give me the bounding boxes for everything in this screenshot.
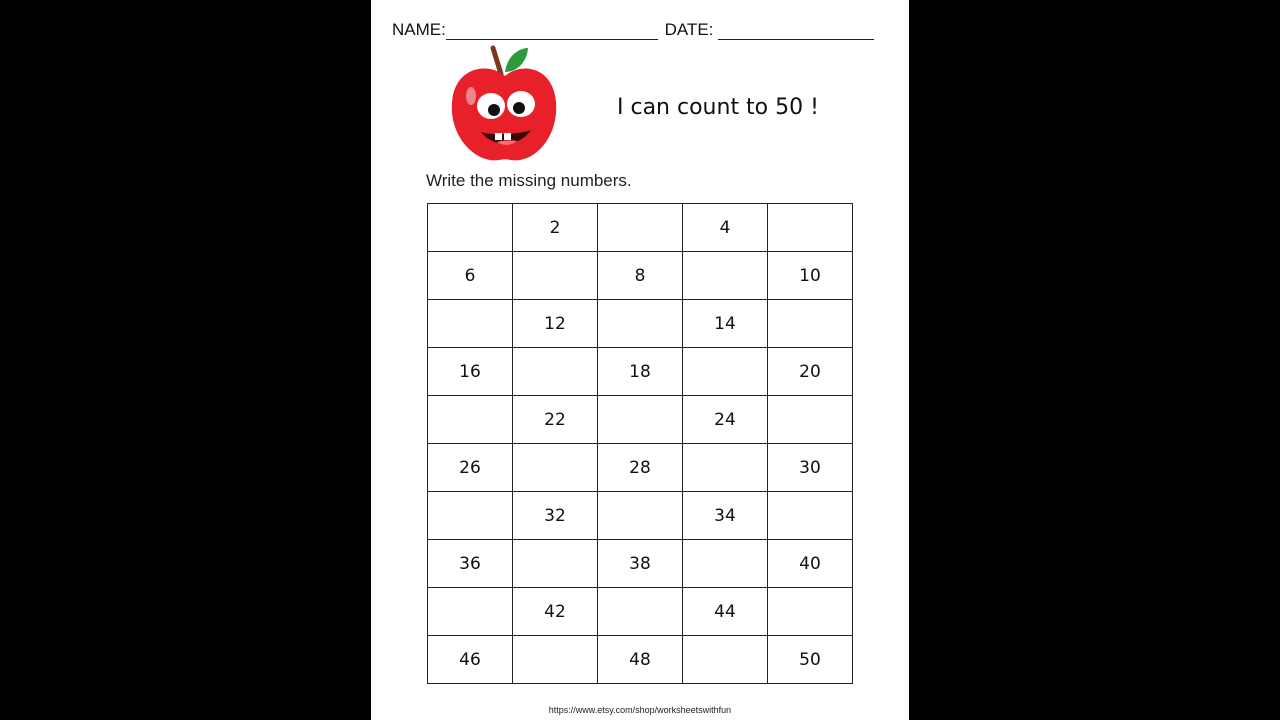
blank-cell[interactable] — [683, 252, 768, 300]
number-cell: 16 — [428, 348, 513, 396]
grid-row — [428, 204, 853, 252]
grid-row — [428, 588, 853, 636]
number-cell: 4 — [683, 204, 768, 252]
grid-row — [428, 492, 853, 540]
blank-cell[interactable] — [428, 204, 513, 252]
number-cell: 8 — [598, 252, 683, 300]
number-cell: 48 — [598, 636, 683, 684]
number-cell: 40 — [768, 540, 853, 588]
blank-cell[interactable] — [428, 396, 513, 444]
blank-cell[interactable] — [598, 204, 683, 252]
blank-cell[interactable] — [768, 492, 853, 540]
number-cell: 28 — [598, 444, 683, 492]
blank-cell[interactable] — [428, 492, 513, 540]
blank-cell[interactable] — [428, 300, 513, 348]
blank-cell[interactable] — [768, 396, 853, 444]
grid-row — [428, 348, 853, 396]
date-blank[interactable] — [718, 21, 874, 40]
number-cell: 38 — [598, 540, 683, 588]
number-cell: 2 — [513, 204, 598, 252]
blank-cell[interactable] — [513, 636, 598, 684]
number-cell: 36 — [428, 540, 513, 588]
name-label: NAME: — [392, 20, 446, 39]
blank-cell[interactable] — [683, 636, 768, 684]
grid-row — [428, 540, 853, 588]
number-cell: 22 — [513, 396, 598, 444]
blank-cell[interactable] — [598, 492, 683, 540]
number-cell: 20 — [768, 348, 853, 396]
number-cell: 12 — [513, 300, 598, 348]
grid-row — [428, 252, 853, 300]
grid-row — [428, 444, 853, 492]
worksheet-page — [371, 0, 909, 720]
grid-row — [428, 396, 853, 444]
blank-cell[interactable] — [768, 588, 853, 636]
grid-row — [428, 300, 853, 348]
blank-cell[interactable] — [428, 588, 513, 636]
number-cell: 34 — [683, 492, 768, 540]
blank-cell[interactable] — [513, 348, 598, 396]
blank-cell[interactable] — [598, 396, 683, 444]
blank-cell[interactable] — [513, 540, 598, 588]
number-cell: 46 — [428, 636, 513, 684]
smiling-apple-icon — [449, 44, 561, 166]
date-label: DATE: — [664, 20, 714, 39]
blank-cell[interactable] — [598, 588, 683, 636]
number-cell: 14 — [683, 300, 768, 348]
number-cell: 50 — [768, 636, 853, 684]
number-cell: 26 — [428, 444, 513, 492]
number-cell: 32 — [513, 492, 598, 540]
blank-cell[interactable] — [683, 348, 768, 396]
header-line — [392, 20, 874, 40]
number-cell: 18 — [598, 348, 683, 396]
number-grid — [427, 203, 853, 684]
name-blank[interactable] — [446, 21, 658, 40]
blank-cell[interactable] — [513, 252, 598, 300]
number-cell: 30 — [768, 444, 853, 492]
footer-url: https://www.etsy.com/shop/worksheetswithfun — [548, 705, 732, 715]
blank-cell[interactable] — [683, 540, 768, 588]
blank-cell[interactable] — [513, 444, 598, 492]
number-cell: 6 — [428, 252, 513, 300]
instruction-text: Write the missing numbers. — [426, 171, 632, 190]
number-cell: 10 — [768, 252, 853, 300]
blank-cell[interactable] — [768, 300, 853, 348]
grid-row — [428, 636, 853, 684]
number-cell: 42 — [513, 588, 598, 636]
blank-cell[interactable] — [683, 444, 768, 492]
blank-cell[interactable] — [768, 204, 853, 252]
number-cell: 44 — [683, 588, 768, 636]
blank-cell[interactable] — [598, 300, 683, 348]
number-cell: 24 — [683, 396, 768, 444]
worksheet-title: I can count to 50 ! — [617, 95, 819, 120]
